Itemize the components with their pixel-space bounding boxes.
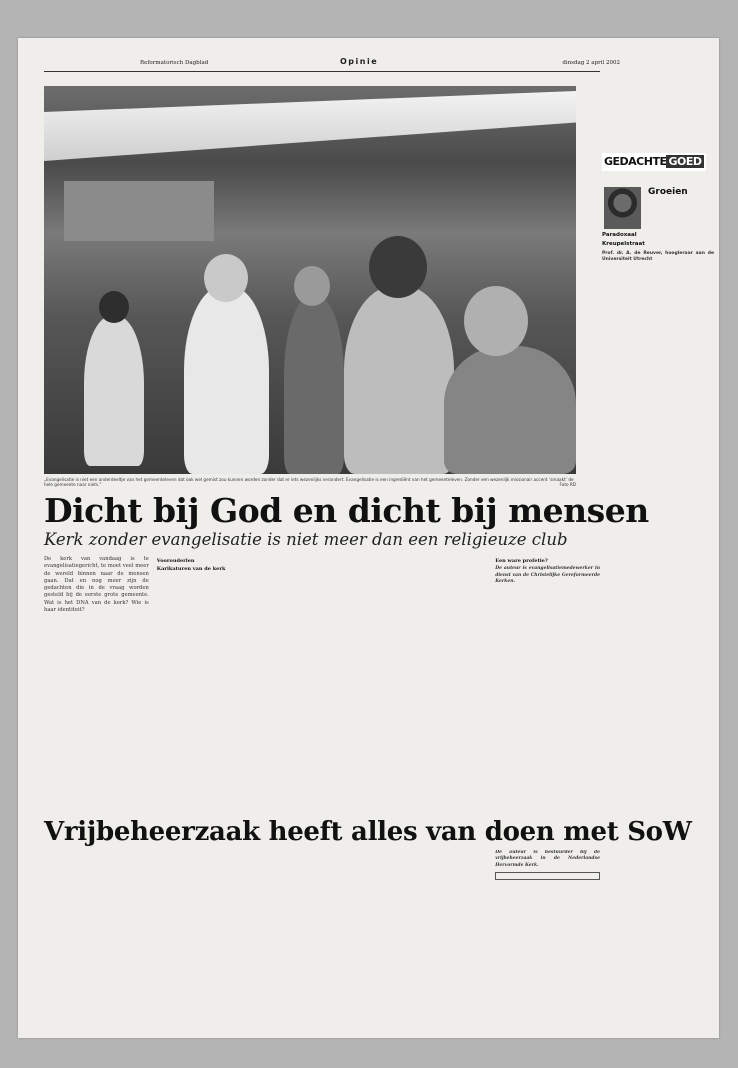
article1-intro: De kerk van vandaag is te evangelisatiegericht, te moet veel meer de wereld binnen naar de mensen gaan. Dat en nog meer zijn de gedachten die in de vraag worden gesteld bij de eerste grote gemeente. Wat is het DNA van de kerk? Wie is haar identiteit?	[44, 556, 149, 614]
article2-column-2	[157, 850, 262, 1028]
newspaper-page	[18, 38, 719, 1038]
photo-head-woman-curly	[369, 236, 427, 298]
photo-market-stall	[64, 181, 214, 241]
article2-column-3	[270, 850, 375, 1028]
photo-market-awning	[44, 91, 576, 161]
article1-column-3	[270, 556, 375, 804]
article1-body	[44, 556, 600, 804]
article1-author-note: De auteur is evangelisatiemedewerker in dienst van de Christelijke Gereformeerde Kerken.	[495, 566, 600, 585]
article1-column-1	[44, 556, 149, 804]
sidebar-author: Prof. dr. A. de Reuver, hoogleraar aan de Universiteit Utrecht	[602, 251, 714, 263]
photo-figure-woman-blonde	[184, 286, 269, 474]
sidebar-title: Groeien	[648, 187, 688, 197]
sidebar-portrait-spacer	[646, 199, 714, 229]
masthead-section: Opinie	[340, 57, 379, 66]
sidebar-column	[602, 153, 714, 1033]
article1-subheading-3: Een ware profetie?	[495, 558, 548, 564]
masthead-paper-name: Reformatorisch Dagblad	[140, 60, 209, 66]
photo-caption	[44, 477, 576, 488]
photo-head-man-glasses	[464, 286, 528, 356]
article2-column-4	[382, 850, 487, 1028]
article1-subhead: Kerk zonder evangelisatie is niet meer dan een religieuze club	[44, 530, 568, 549]
photo-figure-man-grey	[284, 296, 344, 474]
article-photo	[44, 86, 576, 474]
article1-column-4	[382, 556, 487, 804]
photo-head-woman-blonde	[204, 254, 248, 302]
article2-author-note: De auteur is bestuurder bij de vrijbeheerzaak in de Nederlandse Hervormde Kerk.	[495, 850, 600, 868]
article2-column-1	[44, 850, 149, 1028]
masthead-date: dinsdag 2 april 2002	[562, 60, 620, 66]
photo-figure-woman-left	[84, 316, 144, 466]
sidebar-logo-part-2: GOED	[668, 155, 702, 168]
article1-subheading-2: Karikaturen van de kerk	[156, 566, 226, 573]
sidebar-logo-part-1: GEDACHTE	[604, 155, 667, 168]
photo-figure-woman-curly	[344, 286, 454, 474]
article1-headline: Dicht bij God en dicht bij mensen	[44, 491, 649, 530]
article2-box-note	[495, 872, 600, 880]
photo-head-woman-left	[99, 291, 129, 323]
sidebar-body	[602, 199, 714, 265]
article2-column-5	[495, 850, 600, 1028]
masthead-rule	[44, 71, 600, 72]
sidebar-subheading-2: Kreupelstraat	[602, 241, 645, 248]
sidebar-logo	[602, 153, 706, 171]
article1-subheading-1: Voorouderlen	[156, 558, 195, 564]
masthead	[140, 56, 620, 70]
article2-headline: Vrijbeheerzaak heeft alles van doen met SoW	[44, 817, 692, 847]
sidebar-subheading-1: Paradoxaal	[602, 232, 637, 238]
photo-head-man-grey	[294, 266, 330, 306]
article2-body	[44, 850, 600, 1028]
photo-credit: Foto RD	[559, 482, 576, 487]
photo-figure-man-glasses	[444, 346, 576, 474]
photo-caption-text: „Evangelisatie is niet een onderdeeltje van het gemeenteleven dat ook wel gemist zou kunnen worden zonder dat er iets wezenlijks verandert. Evangelisatie is een ingrediënt van het gemeenteleven. Zonder een wezenlijk missionair accent ‘smaakt’ de hele gemeente naar niets.”	[44, 477, 574, 488]
article1-column-2	[157, 556, 262, 804]
article1-column-5	[495, 556, 600, 804]
